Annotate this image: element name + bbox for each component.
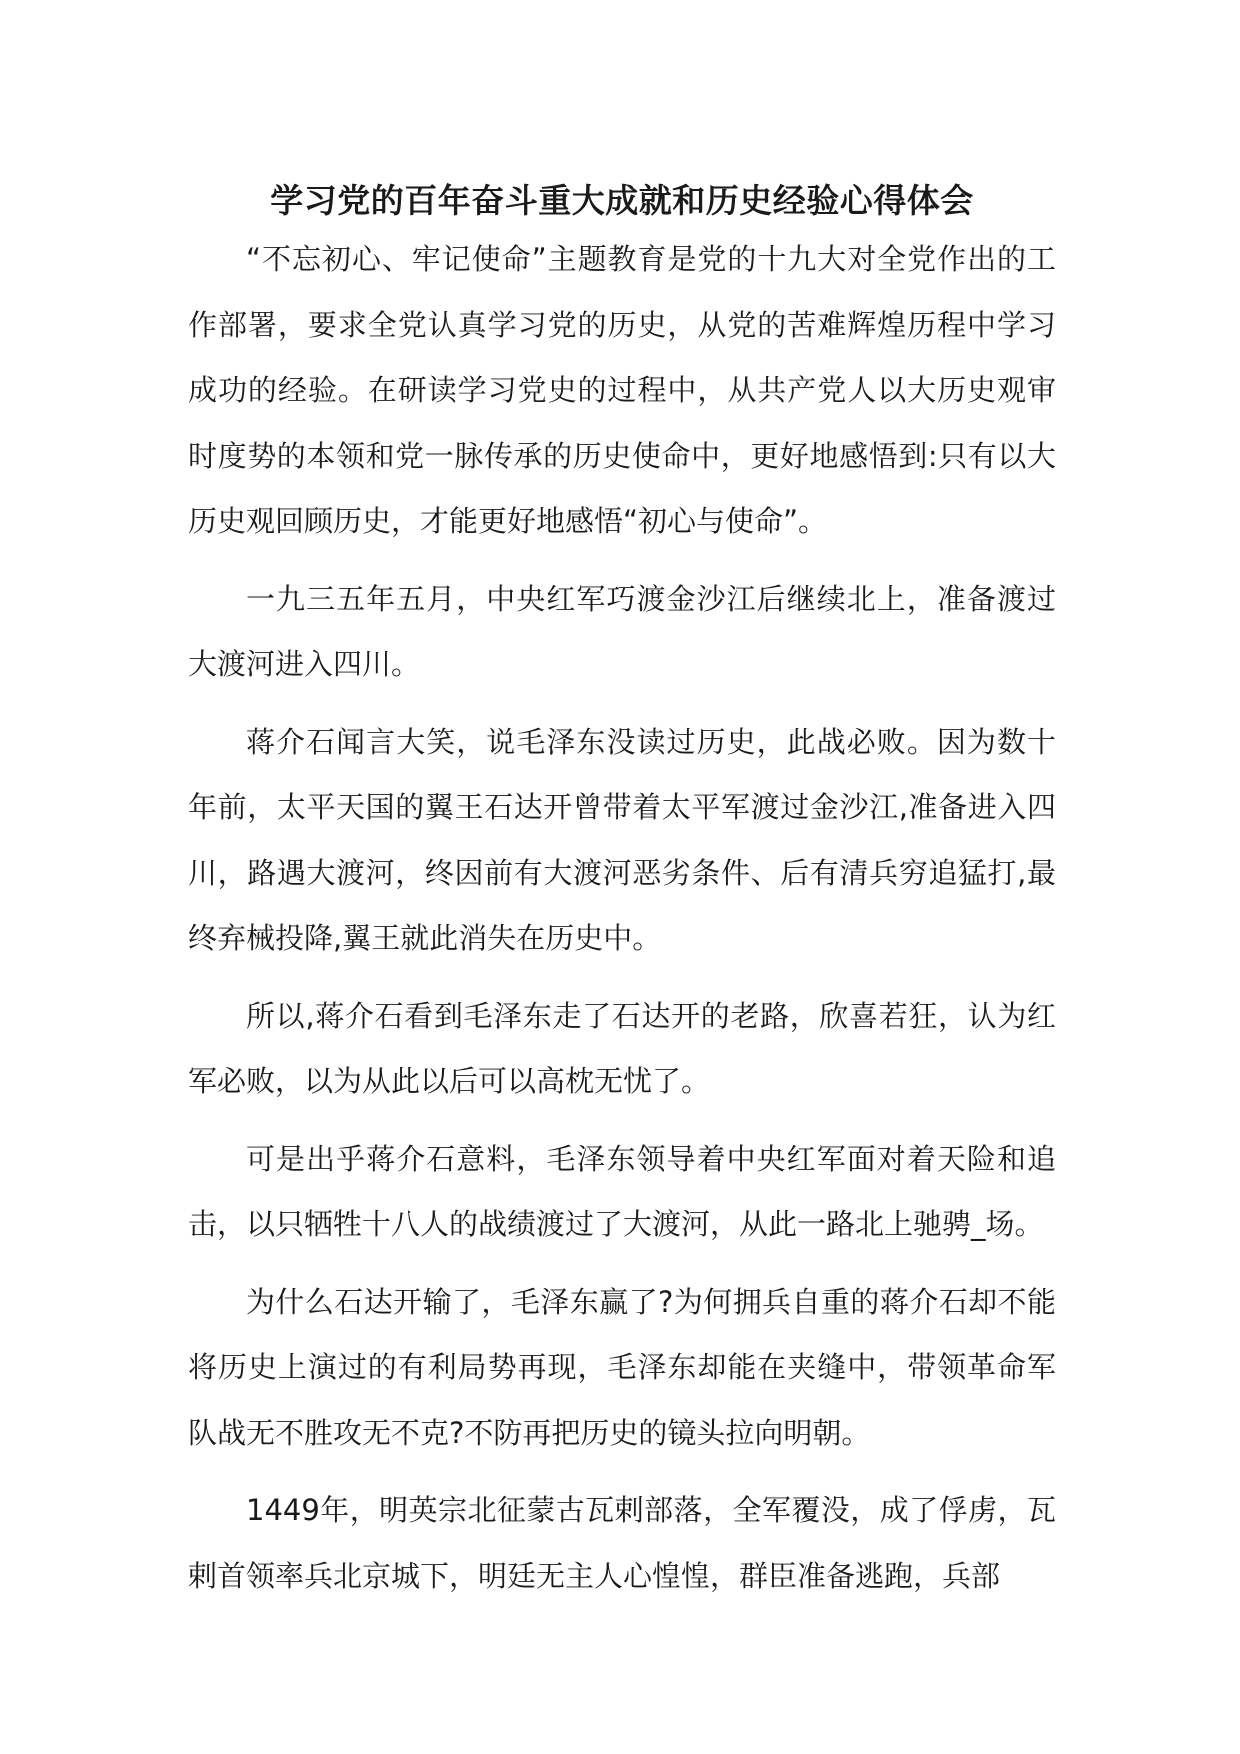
paragraph-7: 1449年，明英宗北征蒙古瓦剌部落，全军覆没，成了俘虏，瓦剌首领率兵北京城下，明廷无主人心惶惶，群臣准备逃跑，兵部 [188, 1493, 1056, 1593]
paragraph-2: 一九三五年五月，中央红军巧渡金沙江后继续北上，准备渡过大渡河进入四川。 [188, 581, 1056, 681]
paragraph-6: 为什么石达开输了，毛泽东赢了?为何拥兵自重的蒋介石却不能将历史上演过的有利局势再现，毛泽东却能在夹缝中，带领革命军队战无不胜攻无不克?不防再把历史的镜头拉向明朝。 [188, 1284, 1056, 1450]
paragraph-4: 所以,蒋介石看到毛泽东走了石达开的老路，欣喜若狂，认为红军必败，以为从此以后可以高枕无忧了。 [188, 998, 1056, 1098]
paragraph-3: 蒋介石闻言大笑，说毛泽东没读过历史，此战必败。因为数十年前，太平天国的翼王石达开曾带着太平军渡过金沙江,准备进入四川，路遇大渡河，终因前有大渡河恶劣条件、后有清兵穷追猛打,最终弃械投降,翼王就此消失在历史中。 [188, 724, 1056, 955]
document-title: 学习党的百年奋斗重大成就和历史经验心得体会 [270, 181, 974, 220]
paragraph-5: 可是出乎蒋介石意料，毛泽东领导着中央红军面对着天险和追击，以只牺牲十八人的战绩渡过了大渡河，从此一路北上驰骋_场。 [188, 1141, 1056, 1241]
document-page [188, 175, 1056, 1609]
paragraph-1: “不忘初心、牢记使命”主题教育是党的十九大对全党作出的工作部署，要求全党认真学习党的历史，从党的苦难辉煌历程中学习成功的经验。在研读学习党史的过程中，从共产党人以大历史观审时度势的本领和党一脉传承的历史使命中，更好地感悟到:只有以大历史观回顾历史，才能更好地感悟“初心与使命”。 [188, 242, 1056, 538]
